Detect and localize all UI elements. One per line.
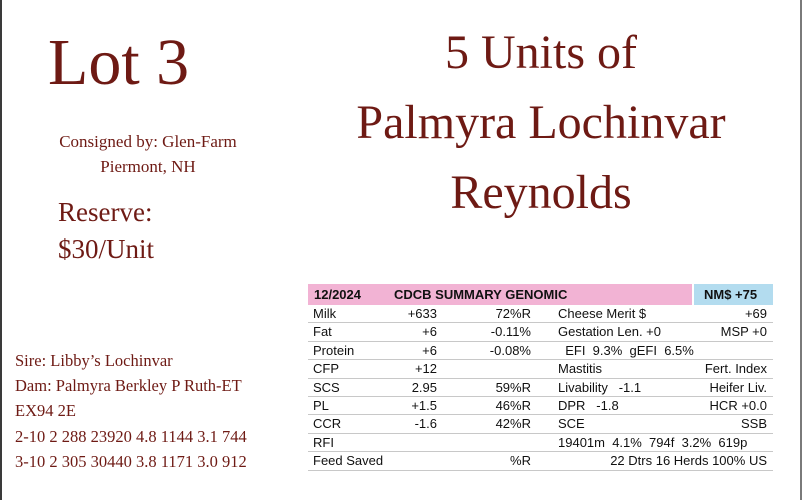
left-border [0, 0, 2, 500]
trait-label: SCS [313, 379, 340, 395]
tertiary-trait: HCR +0.0 [709, 397, 767, 413]
summary-date: 12/2024 [314, 287, 361, 302]
trait-label: Milk [313, 306, 337, 321]
consignor-name: Consigned by: Glen-Farm [59, 132, 237, 151]
genomic-summary-table [308, 284, 773, 471]
table-row [308, 379, 773, 397]
summary-title: CDCB SUMMARY GENOMIC [394, 287, 568, 302]
headline-line-1: 5 Units of [445, 26, 637, 79]
tertiary-trait: SSB [740, 416, 767, 432]
trait-reliability: 59%R [495, 379, 531, 395]
table-row [308, 323, 773, 341]
sire-line: Sire: Libby’s Lochinvar [15, 351, 173, 370]
trait-label: Feed Saved [313, 453, 384, 469]
trait-label: Protein [313, 342, 355, 358]
trait-value: +633 [407, 306, 437, 321]
tertiary-trait: MSP +0 [720, 324, 767, 340]
secondary-trait: DPR -1.8 [558, 397, 619, 413]
classification-line: EX94 2E [15, 401, 76, 421]
trait-reliability: %R [510, 453, 531, 469]
secondary-trait: Mastitis [558, 361, 603, 377]
secondary-trait: 19401m 4.1% 794f 3.2% 619p [558, 434, 748, 450]
trait-reliability: 46%R [495, 397, 531, 413]
reserve-label: Reserve: [58, 197, 153, 227]
production-record-1: 2-10 2 288 23920 4.8 1144 3.1 744 [15, 426, 247, 446]
production-record-2: 3-10 2 305 30440 3.8 1171 3.0 912 [15, 451, 247, 471]
trait-value: +12 [414, 361, 437, 377]
trait-reliability: 72%R [495, 306, 531, 321]
trait-value: +6 [422, 342, 437, 358]
summary-header [308, 284, 773, 305]
tertiary-trait: 22 Dtrs 16 Herds 100% US [610, 453, 767, 469]
trait-value: 2.95 [411, 379, 437, 395]
secondary-trait: SCE [558, 416, 585, 432]
headline [296, 18, 786, 228]
table-row [308, 415, 773, 433]
trait-label: Fat [313, 324, 332, 340]
trait-reliability: -0.08% [489, 342, 531, 358]
secondary-trait: EFI 9.3% gEFI 6.5% [558, 342, 694, 358]
consignor-location: Piermont, NH [100, 156, 196, 176]
trait-reliability: -0.11% [490, 324, 531, 340]
table-row [308, 397, 773, 415]
reserve-value: $30/Unit [58, 234, 155, 265]
tertiary-trait: +69 [744, 306, 767, 321]
headline-line-2: Palmyra Lochinvar [356, 96, 726, 150]
trait-value: +1.5 [411, 397, 437, 413]
table-row [308, 434, 773, 452]
summary-rows [308, 305, 773, 471]
headline-line-3: Reynolds [450, 166, 632, 220]
trait-label: RFI [313, 434, 334, 450]
tertiary-trait: Heifer Liv. [709, 379, 767, 395]
consignor-info [34, 130, 262, 179]
pedigree-block [15, 348, 247, 474]
net-merit-value: NM$ +75 [704, 287, 758, 302]
trait-value: -1.6 [414, 416, 437, 432]
reserve-info [58, 194, 154, 269]
table-row [308, 342, 773, 360]
trait-label: CFP [313, 361, 339, 377]
trait-label: CCR [313, 416, 342, 432]
table-row [308, 452, 773, 470]
lot-title: Lot 3 [48, 26, 190, 99]
table-row [308, 360, 773, 378]
secondary-trait: Gestation Len. +0 [558, 324, 661, 340]
trait-reliability: 42%R [495, 416, 531, 432]
trait-value: +6 [422, 324, 437, 340]
dam-line: Dam: Palmyra Berkley P Ruth-ET [15, 376, 242, 396]
tertiary-trait: Fert. Index [704, 361, 767, 377]
secondary-trait: Livability -1.1 [558, 379, 642, 395]
trait-label: PL [313, 397, 329, 413]
table-row [308, 305, 773, 323]
secondary-trait: Cheese Merit $ [558, 306, 647, 321]
